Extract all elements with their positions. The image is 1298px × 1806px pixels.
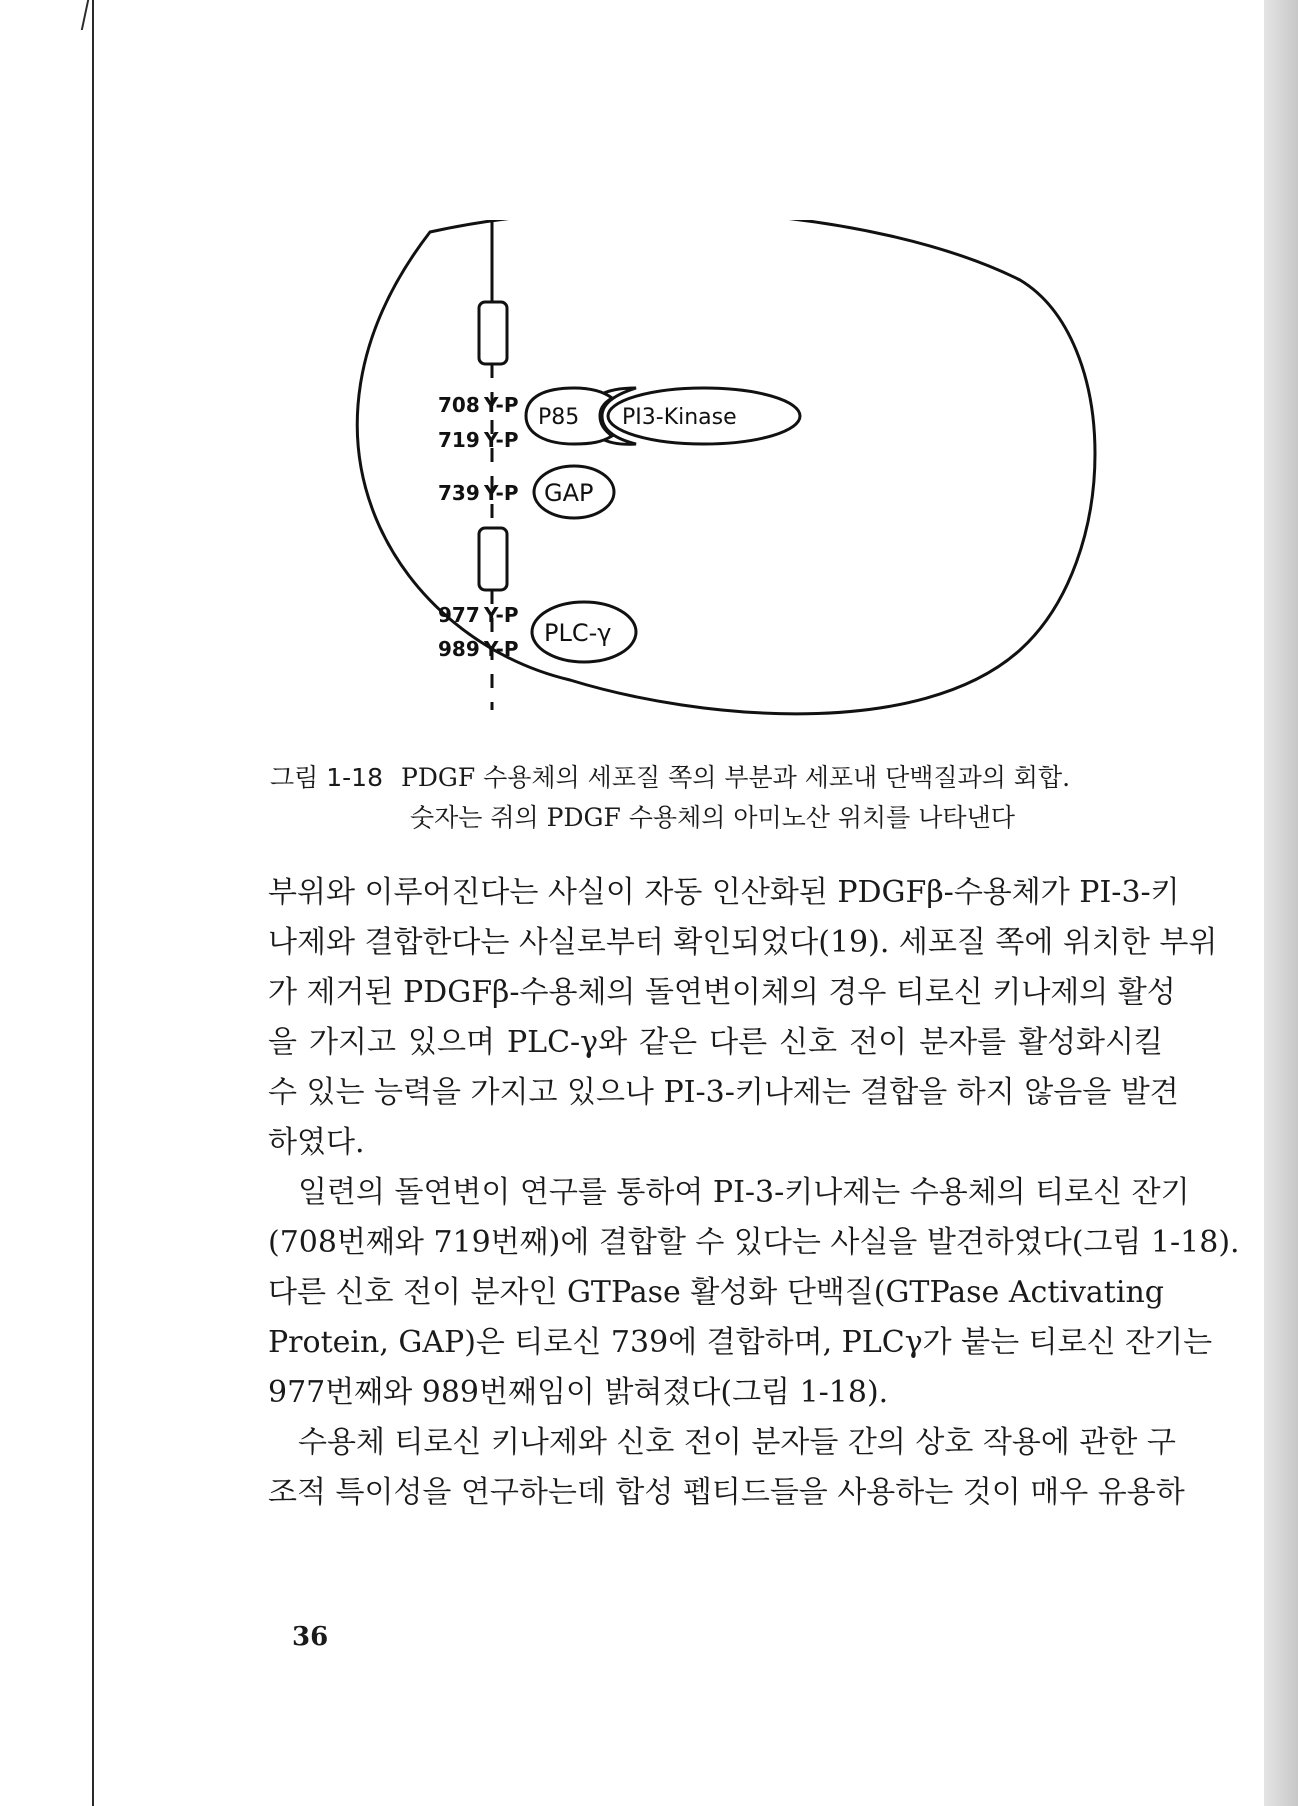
gap-label: GAP [544, 479, 594, 507]
body-line: 하였다. [268, 1125, 365, 1160]
site-977: 977 [438, 603, 480, 627]
caption-line-1 [270, 758, 1170, 798]
site-719: 719 [438, 428, 480, 452]
site-989-phospho: Y-P [484, 637, 519, 661]
body-line: 수 있는 능력을 가지고 있으나 PI-3-키나제는 결합을 하지 않음을 발견 [268, 1075, 1179, 1110]
site-708: 708 [438, 393, 480, 417]
body-line: (708번째와 719번째)에 결합할 수 있다는 사실을 발견하였다(그림 1-18). [268, 1225, 1240, 1260]
body-line: Protein, GAP)은 티로신 739에 결합하며, PLCγ가 붙는 티로신 잔기는 [268, 1325, 1213, 1360]
site-719-phospho: Y-P [484, 428, 519, 452]
body-line: 나제와 결합한다는 사실로부터 확인되었다(19). 세포질 쪽에 위치한 부위 [268, 925, 1218, 960]
page-number: 36 [292, 1622, 329, 1652]
site-989: 989 [438, 637, 480, 661]
site-708-phospho: Y-P [484, 393, 519, 417]
caption-text-1: PDGF 수용체의 세포질 쪽의 부분과 세포내 단백질과의 회합. [401, 763, 1071, 792]
body-line: 가 제거된 PDGFβ-수용체의 돌연변이체의 경우 티로신 키나제의 활성 [268, 975, 1176, 1010]
pdgf-receptor-diagram [320, 220, 1100, 740]
body-line: 수용체 티로신 키나제와 신호 전이 분자들 간의 상호 작용에 관한 구 [298, 1425, 1176, 1460]
body-text [268, 868, 1240, 1518]
site-739: 739 [438, 481, 480, 505]
pi3k-label: PI3-Kinase [622, 405, 737, 430]
body-line: 일련의 돌연변이 연구를 통하여 PI-3-키나제는 수용체의 티로신 잔기 [298, 1175, 1190, 1210]
site-739-phospho: Y-P [484, 481, 519, 505]
kinase-domain-2 [479, 528, 507, 590]
body-line: 부위와 이루어진다는 사실이 자동 인산화된 PDGFβ-수용체가 PI-3-키 [268, 875, 1180, 910]
figure-caption [270, 758, 1170, 838]
caption-label: 그림 1-18 [270, 763, 383, 792]
plc-label: PLC-γ [544, 619, 612, 647]
body-line: 다른 신호 전이 분자인 GTPase 활성화 단백질(GTPase Activating [268, 1275, 1164, 1310]
body-line: 을 가지고 있으며 PLC-γ와 같은 다른 신호 전이 분자를 활성화시킬 [268, 1025, 1163, 1060]
body-line: 977번째와 989번째임이 밝혀졌다(그림 1-18). [268, 1375, 889, 1410]
caption-line-2: 숫자는 쥐의 PDGF 수용체의 아미노산 위치를 나타낸다 [410, 803, 1015, 832]
site-977-phospho: Y-P [484, 603, 519, 627]
p85-label: P85 [538, 405, 580, 430]
kinase-domain-1 [479, 302, 507, 364]
body-line: 조적 특이성을 연구하는데 합성 펩티드들을 사용하는 것이 매우 유용하 [268, 1475, 1185, 1510]
